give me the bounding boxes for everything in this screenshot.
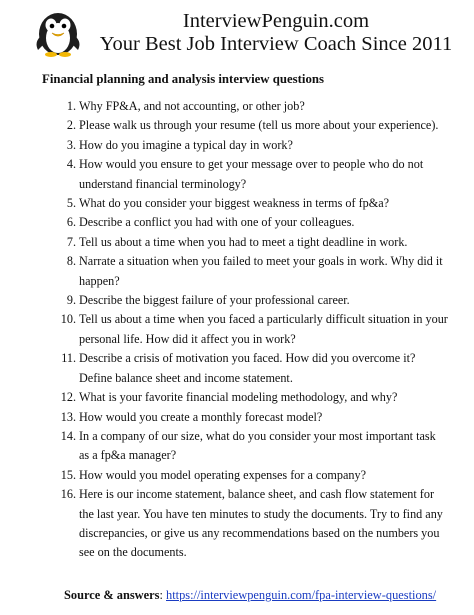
- question-item: [48, 213, 448, 232]
- question-text: How would you model operating expenses for a company?: [79, 467, 367, 482]
- question-number: 5.: [66, 196, 76, 211]
- question-item: [48, 466, 448, 485]
- question-item: [48, 252, 448, 291]
- question-number: 3.: [66, 137, 76, 152]
- question-number: 7.: [66, 234, 76, 249]
- source-footer: [64, 588, 436, 603]
- footer-label: Source & answers: [64, 588, 160, 602]
- question-number: 15.: [60, 467, 76, 482]
- question-item: [48, 194, 448, 213]
- question-text: Tell us about a time when you had to meet a tight deadline in work.: [79, 234, 408, 249]
- question-text: Describe a crisis of motivation you faced. How did you overcome it? Define balance sheet and income statement.: [79, 351, 416, 385]
- question-item: [48, 291, 448, 310]
- question-text: Tell us about a time when you faced a particularly difficult situation in your personal life. How did it affect you in work?: [79, 312, 448, 346]
- question-number: 8.: [66, 254, 76, 269]
- question-text: Describe the biggest failure of your professional career.: [79, 293, 350, 308]
- question-text: How would you ensure to get your message over to people who do not understand financial terminology?: [79, 157, 424, 191]
- question-number: 4.: [66, 157, 76, 172]
- question-number: 1.: [66, 99, 76, 113]
- question-number: 12.: [60, 390, 76, 405]
- question-text: How would you create a monthly forecast model?: [79, 409, 323, 424]
- question-number: 6.: [66, 215, 76, 230]
- site-tagline: Your Best Job Interview Coach Since 2011: [99, 33, 453, 55]
- question-text: What is your favorite financial modeling methodology, and why?: [79, 390, 398, 405]
- question-text: What do you consider your biggest weakness in terms of fp&a?: [79, 196, 390, 211]
- question-item: [48, 136, 448, 155]
- question-item: [48, 233, 448, 252]
- question-number: 2.: [66, 118, 76, 133]
- footer-separator: :: [159, 588, 166, 602]
- document-heading: Financial planning and analysis interview questions: [42, 72, 324, 86]
- question-item: [48, 485, 448, 563]
- site-title: InterviewPenguin.com: [182, 10, 370, 32]
- question-text: In a company of our size, what do you consider your most important task as a fp&a manager?: [79, 428, 436, 463]
- question-text: Please walk us through your resume (tell us more about your experience).: [79, 118, 439, 133]
- question-number: 13.: [60, 409, 76, 424]
- question-item: [48, 349, 448, 388]
- question-item: [48, 97, 448, 116]
- question-list: [48, 97, 448, 563]
- question-text: Narrate a situation when you failed to meet your goals in work. Why did it happen?: [79, 254, 443, 288]
- question-text: Why FP&A, and not accounting, or other job?: [79, 99, 305, 113]
- source-link[interactable]: https://interviewpenguin.com/fpa-interview-questions/: [166, 588, 437, 602]
- question-number: 14.: [60, 428, 76, 443]
- question-item: [48, 116, 448, 135]
- question-number: 16.: [60, 487, 76, 502]
- question-text: How do you imagine a typical day in work?: [79, 137, 293, 152]
- question-number: 11.: [61, 351, 76, 366]
- question-item: [48, 388, 448, 407]
- question-text: Describe a conflict you had with one of your colleagues.: [79, 215, 355, 230]
- question-number: 10.: [60, 312, 76, 327]
- penguin-logo-icon: [30, 6, 86, 58]
- question-item: [48, 427, 448, 466]
- question-item: [48, 155, 448, 194]
- question-item: [48, 310, 448, 349]
- question-text: Here is our income statement, balance sheet, and cash flow statement for the last year. You have ten minutes to study the documents. Try to find any discrepancies, or give us any recommendations based on the numbers you see on the documents.: [79, 487, 443, 560]
- question-number: 9.: [66, 293, 76, 308]
- question-item: [48, 408, 448, 427]
- page-header: [0, 0, 474, 62]
